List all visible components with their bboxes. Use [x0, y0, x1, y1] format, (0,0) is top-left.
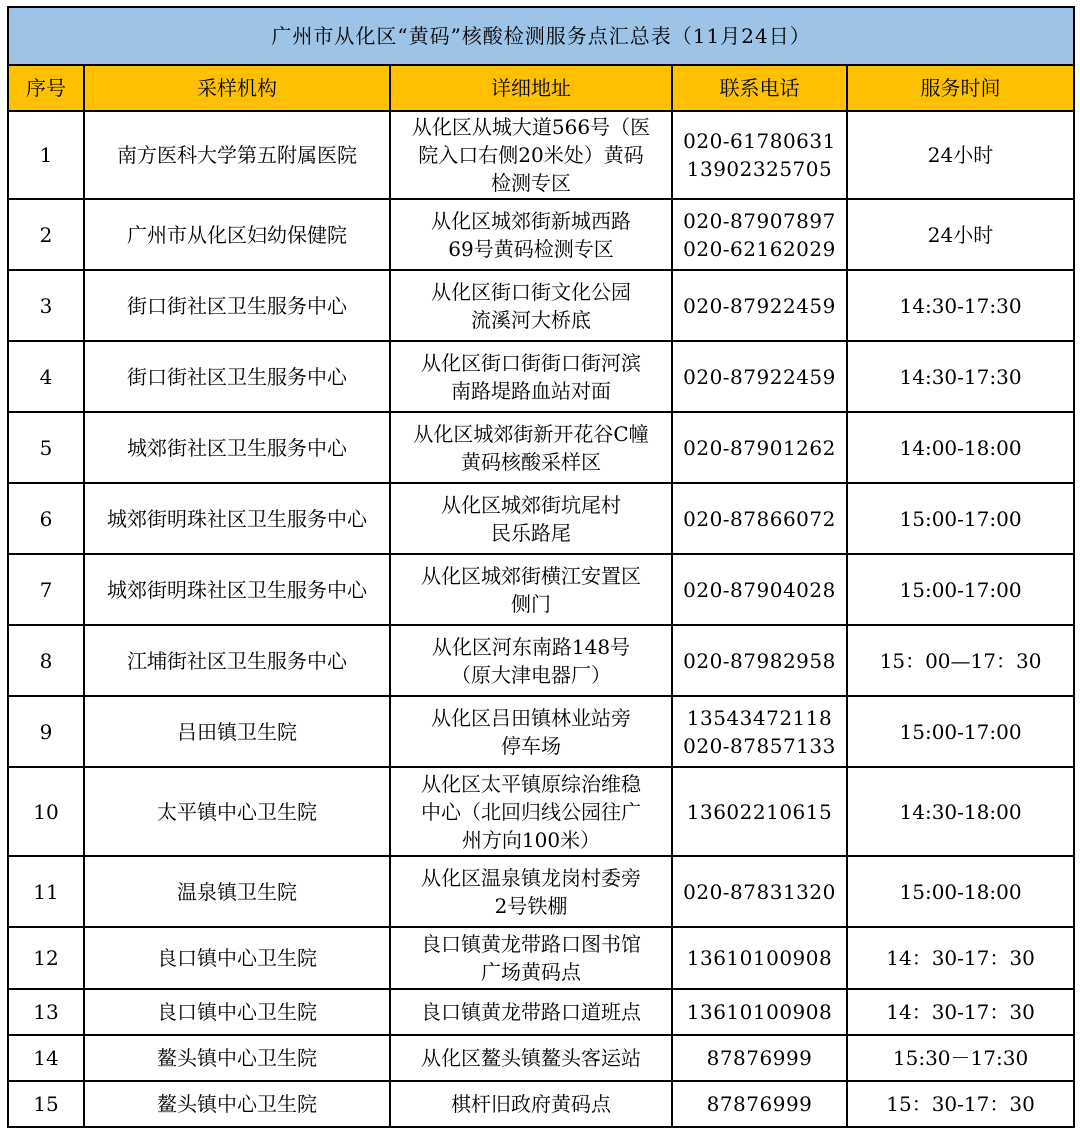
service-hours-cell: 15:00-17:00	[847, 483, 1074, 554]
address-line: 从化区从城大道566号（医	[411, 115, 651, 139]
address-line: 民乐路尾	[491, 520, 571, 545]
address-line: 南路堤路血站对面	[451, 378, 611, 403]
phone-cell	[672, 341, 847, 412]
address-cell	[390, 412, 672, 483]
phone-cell	[672, 412, 847, 483]
row-number: 11	[8, 856, 84, 927]
phone-number: 13602210615	[686, 799, 833, 824]
address-cell	[390, 927, 672, 989]
address-cell	[390, 767, 672, 856]
row-number: 3	[8, 270, 84, 341]
table-title: 广州市从化区“黄码”核酸检测服务点汇总表（11月24日）	[8, 7, 1074, 65]
phone-cell	[672, 270, 847, 341]
institution-cell: 城郊街明珠社区卫生服务中心	[84, 483, 390, 554]
row-number: 8	[8, 625, 84, 696]
service-hours-cell: 24小时	[847, 111, 1074, 199]
address-line: 停车场	[501, 733, 561, 758]
row-number: 1	[8, 111, 84, 199]
row-number: 12	[8, 927, 84, 989]
phone-cell	[672, 927, 847, 989]
address-line: 院入口右侧20米处）黄码	[418, 143, 644, 167]
header-address: 详细地址	[390, 65, 672, 111]
address-line: 良口镇黄龙带路口图书馆	[421, 932, 641, 956]
service-hours-cell: 14:30-17:30	[847, 341, 1074, 412]
service-hours-cell: 14：30-17：30	[847, 989, 1074, 1035]
address-cell	[390, 199, 672, 270]
institution-cell: 太平镇中心卫生院	[84, 767, 390, 856]
address-line: 69号黄码检测专区	[448, 236, 614, 261]
address-line: 从化区河东南路148号	[431, 634, 631, 659]
phone-number: 020-87922459	[683, 364, 836, 389]
phone-number: 020-61780631	[683, 129, 836, 153]
phone-cell	[672, 767, 847, 856]
service-hours-cell: 24小时	[847, 199, 1074, 270]
table-row	[8, 412, 1074, 483]
phone-cell	[672, 554, 847, 625]
row-number: 14	[8, 1035, 84, 1081]
address-line: 从化区街口街文化公园	[431, 279, 631, 304]
address-cell	[390, 341, 672, 412]
service-hours-cell: 14:00-18:00	[847, 412, 1074, 483]
row-number: 15	[8, 1081, 84, 1127]
address-cell	[390, 1035, 672, 1081]
institution-cell: 广州市从化区妇幼保健院	[84, 199, 390, 270]
address-cell	[390, 1081, 672, 1127]
address-cell	[390, 856, 672, 927]
address-line: 侧门	[511, 591, 551, 616]
address-line: 从化区城郊街新开花谷C幢	[413, 421, 649, 446]
row-number: 5	[8, 412, 84, 483]
phone-number: 87876999	[706, 1092, 813, 1116]
address-line: 从化区城郊街坑尾村	[441, 492, 621, 517]
phone-cell	[672, 111, 847, 199]
table-body	[8, 111, 1074, 1127]
address-line: 从化区城郊街新城西路	[431, 208, 631, 233]
address-line: 流溪河大桥底	[471, 307, 591, 332]
address-line: 从化区城郊街横江安置区	[421, 563, 641, 588]
header-institution: 采样机构	[84, 65, 390, 111]
table-row	[8, 554, 1074, 625]
address-line: （原大津电器厂）	[451, 662, 611, 687]
table-row	[8, 111, 1074, 199]
institution-cell: 良口镇中心卫生院	[84, 927, 390, 989]
address-cell	[390, 554, 672, 625]
phone-number: 13902325705	[686, 157, 833, 181]
institution-cell: 江埔街社区卫生服务中心	[84, 625, 390, 696]
address-line: 从化区鳌头镇鳌头客运站	[421, 1046, 641, 1070]
institution-cell: 城郊街明珠社区卫生服务中心	[84, 554, 390, 625]
row-number: 13	[8, 989, 84, 1035]
phone-number: 87876999	[706, 1046, 813, 1070]
table-row	[8, 199, 1074, 270]
phone-cell	[672, 1081, 847, 1127]
table-row	[8, 1035, 1074, 1081]
phone-number: 020-62162029	[683, 236, 836, 261]
address-line: 州方向100米）	[461, 827, 601, 852]
address-cell	[390, 696, 672, 767]
table-row	[8, 1081, 1074, 1127]
phone-number: 020-87831320	[683, 879, 836, 904]
table-row	[8, 270, 1074, 341]
testing-points-table	[7, 6, 1075, 1128]
address-cell	[390, 625, 672, 696]
phone-cell	[672, 856, 847, 927]
phone-cell	[672, 1035, 847, 1081]
phone-number: 020-87904028	[683, 577, 836, 602]
address-line: 中心（北回归线公园往广	[421, 799, 641, 824]
service-hours-cell: 14:30-18:00	[847, 767, 1074, 856]
address-line: 棋杆旧政府黄码点	[451, 1092, 611, 1116]
table-row	[8, 696, 1074, 767]
institution-cell: 温泉镇卫生院	[84, 856, 390, 927]
institution-cell: 吕田镇卫生院	[84, 696, 390, 767]
table-row	[8, 927, 1074, 989]
row-number: 10	[8, 767, 84, 856]
phone-number: 13610100908	[686, 946, 833, 970]
row-number: 6	[8, 483, 84, 554]
row-number: 4	[8, 341, 84, 412]
table-row	[8, 856, 1074, 927]
phone-number: 020-87866072	[683, 506, 836, 531]
row-number: 2	[8, 199, 84, 270]
table-row	[8, 989, 1074, 1035]
address-line: 2号铁棚	[494, 893, 568, 918]
address-line: 从化区温泉镇龙岗村委旁	[421, 865, 641, 890]
service-hours-cell: 15:30－17:30	[847, 1035, 1074, 1081]
table-row	[8, 767, 1074, 856]
service-hours-cell: 15：00—17：30	[847, 625, 1074, 696]
phone-number: 020-87982958	[683, 648, 836, 673]
institution-cell: 街口街社区卫生服务中心	[84, 341, 390, 412]
institution-cell: 良口镇中心卫生院	[84, 989, 390, 1035]
phone-number: 13610100908	[686, 1000, 833, 1024]
address-line: 良口镇黄龙带路口道班点	[421, 1000, 641, 1024]
phone-number: 020-87922459	[683, 293, 836, 318]
service-hours-cell: 15：30-17：30	[847, 1081, 1074, 1127]
address-cell	[390, 270, 672, 341]
phone-cell	[672, 625, 847, 696]
institution-cell: 鳌头镇中心卫生院	[84, 1081, 390, 1127]
phone-number: 13543472118	[686, 705, 833, 730]
phone-number: 020-87901262	[683, 435, 836, 460]
header-no: 序号	[8, 65, 84, 111]
institution-cell: 街口街社区卫生服务中心	[84, 270, 390, 341]
service-hours-cell: 14:30-17:30	[847, 270, 1074, 341]
phone-cell	[672, 696, 847, 767]
header-hours: 服务时间	[847, 65, 1074, 111]
table-row	[8, 341, 1074, 412]
header-row	[8, 65, 1074, 111]
address-line: 黄码核酸采样区	[461, 449, 601, 474]
phone-number: 020-87857133	[683, 733, 836, 758]
service-hours-cell: 15:00-18:00	[847, 856, 1074, 927]
row-number: 9	[8, 696, 84, 767]
phone-cell	[672, 483, 847, 554]
phone-number: 020-87907897	[683, 208, 836, 233]
table-row	[8, 625, 1074, 696]
address-cell	[390, 483, 672, 554]
table-row	[8, 483, 1074, 554]
institution-cell: 城郊街社区卫生服务中心	[84, 412, 390, 483]
institution-cell: 南方医科大学第五附属医院	[84, 111, 390, 199]
phone-cell	[672, 989, 847, 1035]
address-line: 从化区太平镇原综治维稳	[421, 771, 641, 796]
header-phone: 联系电话	[672, 65, 847, 111]
service-hours-cell: 15:00-17:00	[847, 554, 1074, 625]
address-cell	[390, 989, 672, 1035]
phone-cell	[672, 199, 847, 270]
address-cell	[390, 111, 672, 199]
address-line: 检测专区	[491, 171, 571, 195]
service-hours-cell: 14：30-17：30	[847, 927, 1074, 989]
address-line: 从化区街口街街口街河滨	[421, 350, 641, 375]
row-number: 7	[8, 554, 84, 625]
service-hours-cell: 15:00-17:00	[847, 696, 1074, 767]
institution-cell: 鳌头镇中心卫生院	[84, 1035, 390, 1081]
address-line: 从化区吕田镇林业站旁	[431, 705, 631, 730]
address-line: 广场黄码点	[481, 960, 581, 984]
